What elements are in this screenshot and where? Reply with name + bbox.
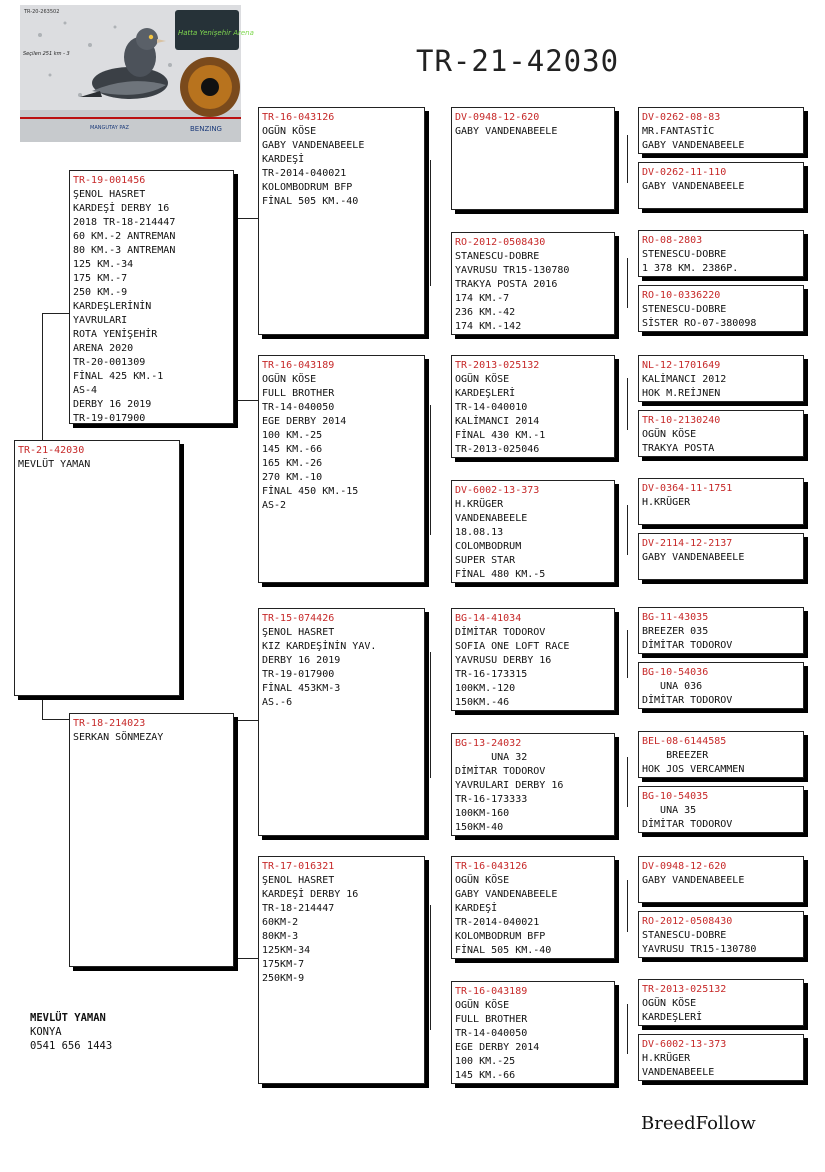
gen5-card[interactable] [638, 285, 804, 332]
photo-caption-small: TR-20-263502 [24, 9, 60, 15]
ring-number: TR-17-016321 [262, 861, 335, 872]
card-line: KOLOMBODRUM BFP [455, 931, 546, 942]
card-line: 80KM-3 [262, 931, 299, 942]
card-line: OGÜN KÖSE [455, 875, 510, 886]
gen3-card[interactable] [258, 608, 425, 836]
card-line: FULL BROTHER [455, 1014, 528, 1025]
ring-number: DV-2114-12-2137 [642, 538, 733, 549]
card-line: DİMİTAR TODOROV [455, 766, 546, 777]
card-line: UNA 32 [455, 752, 528, 763]
card-line: DİMİTAR TODOROV [455, 627, 546, 638]
card-line: OGÜN KÖSE [455, 1000, 510, 1011]
connector [627, 378, 628, 430]
card-line: KARDEŞİ [262, 154, 305, 165]
gen4-card[interactable] [451, 608, 615, 711]
gen5-card[interactable] [638, 162, 804, 209]
gen5-card[interactable] [638, 607, 804, 654]
connector [235, 218, 236, 400]
sire-line: DERBY 16 2019 [73, 399, 152, 410]
pigeon-photo [20, 5, 254, 142]
card-line: TR-16-173333 [455, 794, 528, 805]
ring-number: DV-6002-13-373 [455, 485, 540, 496]
card-line: EGE DERBY 2014 [262, 416, 347, 427]
sire-line: ROTA YENİŞEHİR [73, 329, 158, 340]
ring-number: DV-0364-11-1751 [642, 483, 733, 494]
card-line: 236 KM.-42 [455, 307, 516, 318]
ring-number: BEL-08-6144585 [642, 736, 727, 747]
card-line: GABY VANDENABEELE [642, 181, 745, 192]
card-line: H.KRÜGER [642, 497, 691, 508]
card-line: GABY VANDENABEELE [642, 552, 745, 563]
subject-line: MEVLÜT YAMAN [18, 459, 91, 470]
card-line: UNA 35 [642, 805, 697, 816]
connector [42, 719, 69, 720]
card-line: 270 KM.-10 [262, 472, 323, 483]
ring-number: DV-0948-12-620 [642, 861, 727, 872]
card-line: SOFIA ONE LOFT RACE [455, 641, 570, 652]
gen4-card[interactable] [451, 856, 615, 959]
card-line: KALİMANCI 2012 [642, 374, 727, 385]
card-line: FULL BROTHER [262, 388, 335, 399]
card-line: HOK M.REİJNEN [642, 388, 721, 399]
card-line: H.KRÜGER [455, 499, 504, 510]
ring-number: TR-15-074426 [262, 613, 335, 624]
card-line: AS-2 [262, 500, 287, 511]
card-line: STANESCU-DOBRE [455, 251, 540, 262]
page-title: TR-21-42030 [416, 44, 620, 78]
gen5-card[interactable] [638, 911, 804, 958]
card-line: 175KM-7 [262, 959, 305, 970]
sire-line: ARENA 2020 [73, 343, 134, 354]
card-line: STANESCU-DOBRE [642, 930, 727, 941]
card-line: TRAKYA POSTA [642, 443, 715, 454]
card-line: GABY VANDENABEELE [262, 140, 365, 151]
card-line: MR.FANTASTİC [642, 126, 715, 137]
card-line: GABY VANDENABEELE [642, 875, 745, 886]
card-line: KIZ KARDEŞİNİN YAV. [262, 641, 377, 652]
sire-line: TR-20-001309 [73, 357, 146, 368]
connector [430, 905, 431, 1030]
connector [430, 405, 431, 535]
ring-number: RO-08-2803 [642, 235, 703, 246]
sire-line: 175 KM.-7 [73, 273, 128, 284]
gen5-card[interactable] [638, 355, 804, 402]
pigeon-illustration [20, 5, 254, 142]
ring-number: TR-16-043126 [455, 861, 528, 872]
ring-number: TR-2013-025132 [455, 360, 540, 371]
ring-number: RO-2012-0508430 [642, 916, 733, 927]
gen5-card[interactable] [638, 662, 804, 709]
card-line: GABY VANDENABEELE [455, 126, 558, 137]
card-line: 150KM-40 [455, 822, 504, 833]
card-line: GABY VANDENABEELE [642, 140, 745, 151]
card-line: TR-14-040010 [455, 402, 528, 413]
card-line: DİMİTAR TODOROV [642, 695, 733, 706]
card-line: KALİMANCI 2014 [455, 416, 540, 427]
gen4-card[interactable] [451, 107, 615, 210]
photo-footer-right: BENZING [190, 125, 222, 133]
photo-logo-text: Hatta Yenişehir Arena [178, 29, 254, 37]
card-line: BREEZER [642, 750, 709, 761]
dam-line: SERKAN SÖNMEZAY [73, 732, 164, 743]
owner-name: MEVLÜT YAMAN [30, 1012, 106, 1024]
gen5-card[interactable] [638, 731, 804, 778]
card-line: SUPER STAR [455, 555, 516, 566]
card-line: OGÜN KÖSE [455, 374, 510, 385]
card-line: YAVRUSU TR15-130780 [455, 265, 570, 276]
card-line: GABY VANDENABEELE [455, 889, 558, 900]
gen5-card[interactable] [638, 1034, 804, 1081]
card-line: OGÜN KÖSE [262, 126, 317, 137]
ring-number: DV-0262-11-110 [642, 167, 727, 178]
card-line: SİSTER RO-07-380098 [642, 318, 757, 329]
card-line: VANDENABEELE [455, 513, 528, 524]
ring-number: BG-14-41034 [455, 613, 522, 624]
card-line: BREEZER 035 [642, 626, 709, 637]
gen4-card[interactable] [451, 733, 615, 836]
ring-number: TR-16-043189 [455, 986, 528, 997]
gen5-card[interactable] [638, 786, 804, 833]
card-line: TRAKYA POSTA 2016 [455, 279, 558, 290]
connector [627, 880, 628, 932]
ring-number: BG-10-54035 [642, 791, 709, 802]
ring-number: DV-0948-12-620 [455, 112, 540, 123]
photo-caption-left: Seçilen 251 km - 3 [23, 51, 70, 57]
card-line: AS.-6 [262, 697, 293, 708]
connector [430, 652, 431, 778]
ring-number: DV-6002-13-373 [642, 1039, 727, 1050]
ring-number: NL-12-1701649 [642, 360, 721, 371]
sire-line: YAVRULARI [73, 315, 128, 326]
card-line: KOLOMBODRUM BFP [262, 182, 353, 193]
gen4-card[interactable] [451, 981, 615, 1084]
ring-number: DV-0262-08-83 [642, 112, 721, 123]
card-line: DİMİTAR TODOROV [642, 640, 733, 651]
card-line: STENESCU-DOBRE [642, 249, 727, 260]
gen5-card[interactable] [638, 533, 804, 580]
ring-number: TR-10-2130240 [642, 415, 721, 426]
card-line: 100 KM.-25 [262, 430, 323, 441]
dam-card[interactable] [69, 713, 234, 967]
card-line: 18.08.13 [455, 527, 504, 538]
card-line: 250KM-9 [262, 973, 305, 984]
gen3-card[interactable] [258, 107, 425, 335]
connector [627, 1004, 628, 1054]
connector [627, 505, 628, 555]
card-line: 60KM-2 [262, 917, 299, 928]
ring-number: RO-10-0336220 [642, 290, 721, 301]
card-line: YAVRUSU TR15-130780 [642, 944, 757, 955]
ring-number: BG-13-24032 [455, 738, 522, 749]
card-line: DERBY 16 2019 [262, 655, 341, 666]
card-line: 125KM-34 [262, 945, 311, 956]
card-line: TR-14-040050 [262, 402, 335, 413]
sire-line: FİNAL 425 KM.-1 [73, 371, 164, 382]
card-line: ŞENOL HASRET [262, 875, 335, 886]
gen5-card[interactable] [638, 107, 804, 154]
ring-number: BG-10-54036 [642, 667, 709, 678]
gen3-card[interactable] [258, 355, 425, 583]
card-line: TR-16-173315 [455, 669, 528, 680]
connector [627, 135, 628, 183]
card-line: KARDEŞLERİ [455, 388, 516, 399]
card-line: FİNAL 450 KM.-15 [262, 486, 359, 497]
gen5-card[interactable] [638, 979, 804, 1026]
card-line: FİNAL 480 KM.-5 [455, 569, 546, 580]
gen5-card[interactable] [638, 478, 804, 525]
card-line: TR-2014-040021 [455, 917, 540, 928]
card-line: KARDEŞİ DERBY 16 [262, 889, 359, 900]
sire-line: TR-19-017900 [73, 413, 146, 424]
card-line: EGE DERBY 2014 [455, 1042, 540, 1053]
card-line: TR-2013-025046 [455, 444, 540, 455]
card-line: TR-19-017900 [262, 669, 335, 680]
gen3-card[interactable] [258, 856, 425, 1084]
card-line: 1 378 KM. 2386P. [642, 263, 739, 274]
connector [42, 313, 69, 314]
card-line: FİNAL 505 KM.-40 [262, 196, 359, 207]
card-line: HOK JOS VERCAMMEN [642, 764, 745, 775]
card-line: H.KRÜGER [642, 1053, 691, 1064]
card-line: DİMİTAR TODOROV [642, 819, 733, 830]
connector [235, 400, 259, 401]
brand-footer: BreedFollow [641, 1113, 756, 1134]
ring-number: BG-11-43035 [642, 612, 709, 623]
ring-number: TR-18-214023 [73, 718, 146, 729]
sire-line: KARDEŞİ DERBY 16 [73, 203, 170, 214]
connector [627, 757, 628, 807]
card-line: FİNAL 505 KM.-40 [455, 945, 552, 956]
card-line: 165 KM.-26 [262, 458, 323, 469]
ring-number: RO-2012-0508430 [455, 237, 546, 248]
card-line: 100KM.-120 [455, 683, 516, 694]
subject-card[interactable] [14, 440, 180, 696]
connector [627, 630, 628, 678]
card-line: 100 KM.-25 [455, 1056, 516, 1067]
sire-line: 2018 TR-18-214447 [73, 217, 176, 228]
sire-line: ŞENOL HASRET [73, 189, 146, 200]
card-line: TR-14-040050 [455, 1028, 528, 1039]
sire-line: AS-4 [73, 385, 98, 396]
card-line: STENESCU-DOBRE [642, 304, 727, 315]
owner-phone: 0541 656 1443 [30, 1040, 113, 1052]
card-line: KARDEŞİ [455, 903, 498, 914]
card-line: TR-2014-040021 [262, 168, 347, 179]
sire-line: 60 KM.-2 ANTREMAN [73, 231, 176, 242]
sire-line: 250 KM.-9 [73, 287, 128, 298]
card-line: FİNAL 430 KM.-1 [455, 430, 546, 441]
connector [235, 218, 259, 219]
card-line: COLOMBODRUM [455, 541, 522, 552]
card-line: 145 KM.-66 [455, 1070, 516, 1081]
card-line: YAVRUSU DERBY 16 [455, 655, 552, 666]
gen4-card[interactable] [451, 480, 615, 583]
gen4-card[interactable] [451, 355, 615, 458]
sire-line: 125 KM.-34 [73, 259, 134, 270]
card-line: FİNAL 453KM-3 [262, 683, 341, 694]
gen5-card[interactable] [638, 230, 804, 277]
gen4-card[interactable] [451, 232, 615, 335]
card-line: OGÜN KÖSE [642, 998, 697, 1009]
ring-number: TR-21-42030 [18, 445, 85, 456]
card-line: 174 KM.-142 [455, 321, 522, 332]
card-line: VANDENABEELE [642, 1067, 715, 1078]
owner-info [30, 1011, 112, 1053]
gen5-card[interactable] [638, 856, 804, 903]
sire-line: 80 KM.-3 ANTREMAN [73, 245, 176, 256]
card-line: 100KM-160 [455, 808, 510, 819]
owner-city: KONYA [30, 1026, 62, 1038]
ring-number: TR-2013-025132 [642, 984, 727, 995]
connector [627, 258, 628, 308]
ring-number: TR-16-043189 [262, 360, 335, 371]
card-line: 145 KM.-66 [262, 444, 323, 455]
connector [430, 160, 431, 286]
card-line: 150KM.-46 [455, 697, 510, 708]
ring-number: TR-16-043126 [262, 112, 335, 123]
card-line: TR-18-214447 [262, 903, 335, 914]
card-line: UNA 036 [642, 681, 703, 692]
connector [235, 720, 236, 958]
card-line: KARDEŞLERİ [642, 1012, 703, 1023]
photo-footer-left: MANGUTAY PAZ [90, 125, 129, 131]
connector [235, 720, 259, 721]
ring-number: TR-19-001456 [73, 175, 146, 186]
card-line: OGÜN KÖSE [642, 429, 697, 440]
connector [235, 958, 259, 959]
card-line: 174 KM.-7 [455, 293, 510, 304]
gen5-card[interactable] [638, 410, 804, 457]
card-line: ŞENOL HASRET [262, 627, 335, 638]
card-line: OGÜN KÖSE [262, 374, 317, 385]
sire-line: KARDEŞLERİNİN [73, 301, 152, 312]
sire-card[interactable] [69, 170, 234, 424]
card-line: YAVRULARI DERBY 16 [455, 780, 564, 791]
